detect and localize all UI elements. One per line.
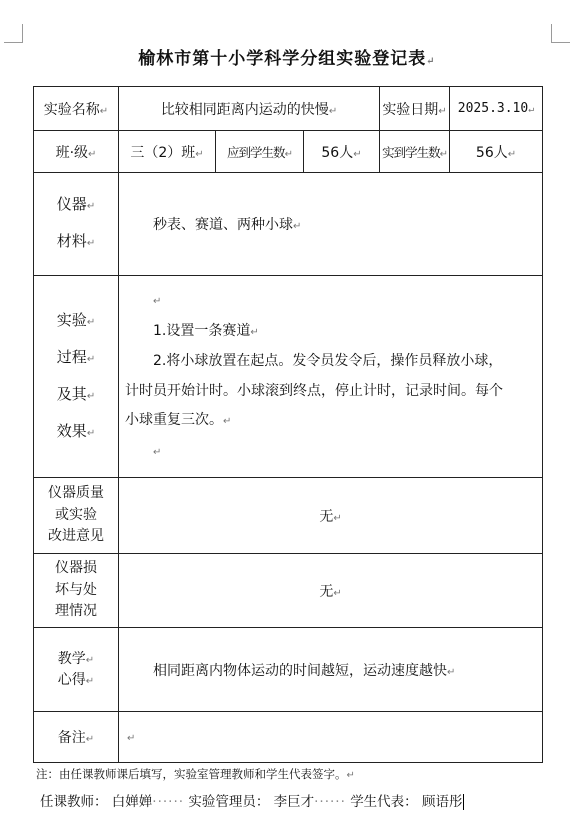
registration-table <box>33 86 543 763</box>
table-row-equipment <box>34 173 543 276</box>
experiment-name-label: 实验名称↵ <box>34 87 119 131</box>
teacher-name[interactable]: 白婵婵 <box>111 794 153 810</box>
remarks-value[interactable]: ↵ <box>119 712 543 763</box>
footnote: 注：由任课教师课后填写，实验室管理教师和学生代表签字。↵ <box>36 767 355 781</box>
page-corner-top-right <box>551 24 570 43</box>
experiment-date-label: 实验日期↵ <box>380 87 450 131</box>
quality-value[interactable]: 无↵ <box>119 478 543 554</box>
process-step-2-line-2: 计时员开始计时。小球滚到终点，停止计时，记录时间。每个 <box>125 382 503 399</box>
table-row-reflection <box>34 628 543 712</box>
damage-value[interactable]: 无↵ <box>119 554 543 628</box>
process-step-2-line-1: 2.将小球放置在起点。发令员发令后，操作员释放小球， <box>153 353 503 369</box>
actual-students-value[interactable]: 56人↵ <box>450 131 543 173</box>
table-row-damage <box>34 554 543 628</box>
page-corner-top-left <box>4 24 23 43</box>
expected-students-label: 应到学生数↵ <box>216 131 304 173</box>
class-label: 班·级↵ <box>34 131 119 173</box>
document-title: 榆林市第十小学科学分组实验登记表↵ <box>138 49 436 69</box>
signature-line: 任课教师： 白婵婵······ 实验管理员： 李巨才······ 学生代表： 顾语彤 <box>40 794 463 810</box>
student-name[interactable]: 顾语彤 <box>421 794 463 810</box>
admin-name[interactable]: 李巨才 <box>273 794 315 810</box>
table-row-process <box>34 276 543 478</box>
process-step-2-line-3: 小球重复三次。 <box>125 412 223 428</box>
table-row-class <box>34 131 543 173</box>
reflection-value[interactable]: 相同距离内物体运动的时间越短，运动速度越快↵ <box>119 628 543 712</box>
remarks-label: 备注↵ <box>34 712 119 763</box>
experiment-name-value[interactable]: 比较相同距离内运动的快慢↵ <box>119 87 380 131</box>
process-step-1: 1.设置一条赛道 <box>153 322 251 339</box>
teacher-label: 任课教师： <box>40 794 108 810</box>
experiment-date-value[interactable]: 2025.3.10↵ <box>450 87 543 131</box>
text-cursor <box>463 794 464 810</box>
actual-students-label: 实到学生数↵ <box>380 131 450 173</box>
quality-label: 仪器质量 或实验 改进意见 <box>34 478 119 554</box>
admin-label: 实验管理员： <box>188 794 270 810</box>
damage-label: 仪器损 坏与处 理情况 <box>34 554 119 628</box>
process-value[interactable]: ↵ 1.设置一条赛道↵ 2.将小球放置在起点。发令员发令后，操作员释放小球， 计时员开始计时。小球滚到终点，停止计时，记录时间。每个 小球重复三次。↵ ↵ <box>119 276 543 478</box>
reflection-label: 教学↵ 心得↵ <box>34 628 119 712</box>
table-row-experiment-name <box>34 87 543 131</box>
class-value[interactable]: 三（2）班↵ <box>119 131 216 173</box>
student-label: 学生代表： <box>350 794 418 810</box>
equipment-value[interactable]: 秒表、赛道、两种小球↵ <box>119 173 543 276</box>
table-row-quality <box>34 478 543 554</box>
process-label: 实验↵ 过程↵ 及其↵ 效果↵ <box>34 276 119 478</box>
expected-students-value[interactable]: 56人↵ <box>304 131 380 173</box>
table-row-remarks <box>34 712 543 763</box>
equipment-label: 仪器↵ 材料↵ <box>34 173 119 276</box>
